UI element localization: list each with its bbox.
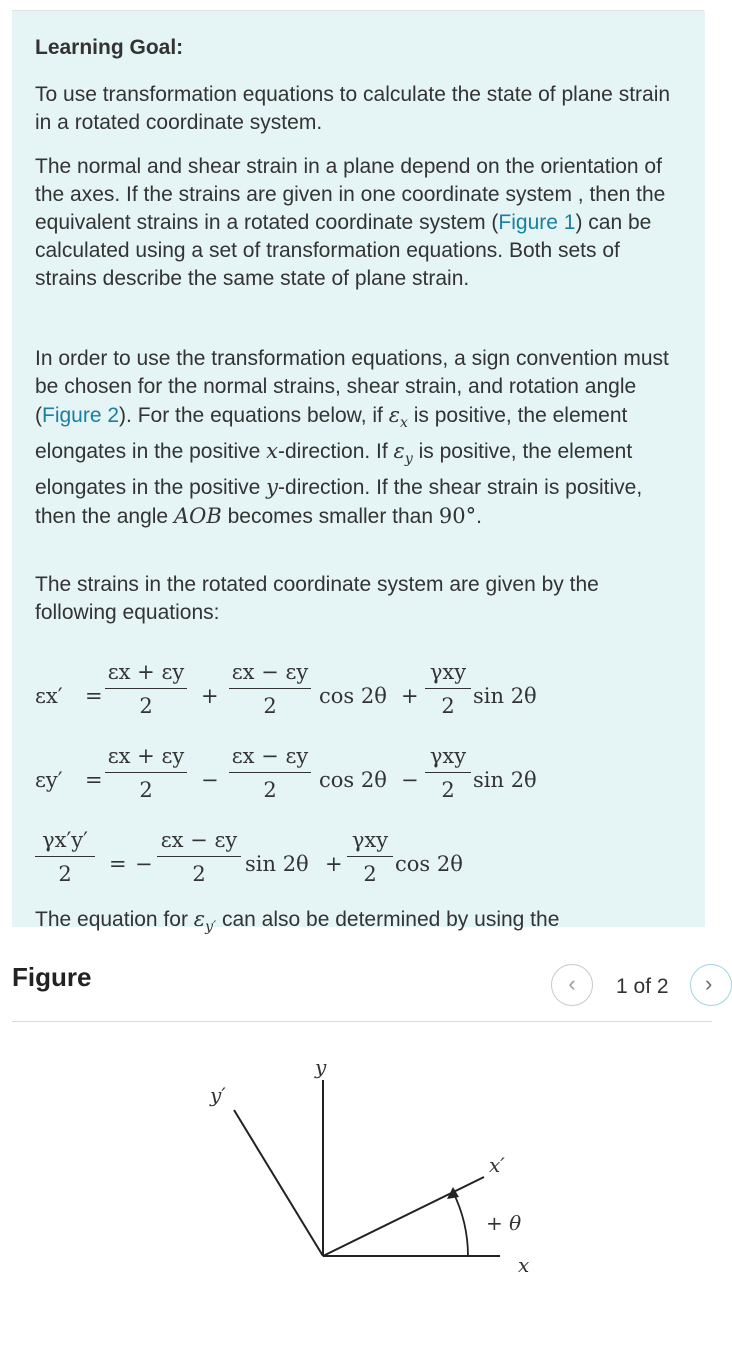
eq1-frac1-bar — [105, 688, 187, 689]
theta-label: + θ — [486, 1211, 522, 1235]
eq2-frac1-bar — [105, 772, 187, 773]
eq3-trig1: sin 2θ — [245, 852, 309, 876]
eq3-frac3 — [347, 827, 393, 887]
chevron-right-icon: › — [705, 971, 713, 996]
theta-arc — [453, 1192, 468, 1256]
epsilon-y-symbol: $\varepsilon_y$ — [393, 439, 413, 468]
truncated-text-a: The equation for — [35, 908, 194, 931]
previous-figure-button[interactable] — [551, 964, 593, 1006]
next-figure-button[interactable] — [690, 964, 732, 1006]
epsilon-x-symbol: $\varepsilon_x$ — [388, 403, 408, 432]
eq2-frac2 — [229, 743, 311, 803]
eq2-frac2-bar — [229, 772, 311, 773]
eq2-frac1 — [105, 743, 187, 803]
eq2-frac2-den: 2 — [263, 778, 277, 802]
eq2-op2: − — [401, 768, 419, 792]
eq3-trig2: cos 2θ — [395, 852, 463, 876]
intro-paragraph: To use transformation equations to calculate the state of plane strain in a rotated coordinate system. — [35, 83, 671, 134]
equation-epsilon-y-prime — [35, 743, 675, 823]
epsilon-y-prime-symbol: $\varepsilon_{y'}$ — [193, 907, 217, 936]
y-variable: y — [266, 475, 279, 500]
x-axis-label: x — [518, 1253, 530, 1277]
strain-orientation-paragraph — [35, 153, 683, 293]
para2-text-a: The normal and shear strain in a plane depend on the orientation of the axes. If the strains are given in one coordinate system , then the equivalent strains in a rotated coordinate system ( — [35, 155, 666, 234]
eq2-frac3-bar — [425, 772, 471, 773]
angle-aob: AOB — [173, 504, 222, 529]
chevron-left-icon: ‹ — [568, 971, 576, 996]
eq2-frac2-num: εx − εy — [231, 744, 309, 768]
eq3-op2: + — [325, 852, 343, 876]
para3-text-e: is positive, the element elongates in the positive — [35, 440, 633, 500]
equations-intro-paragraph: The strains in the rotated coordinate system are given by the following equations: — [35, 573, 599, 624]
eq1-op2: + — [401, 684, 419, 708]
eq2-frac1-num: εx + εy — [107, 744, 185, 768]
eq1-trig2: sin 2θ — [473, 684, 537, 708]
eq3-frac2-bar — [157, 856, 241, 857]
eq3-frac2-num: εx − εy — [160, 828, 238, 852]
equation-gamma-x-prime-y-prime — [35, 827, 675, 907]
eq2-trig1: cos 2θ — [319, 768, 387, 792]
figure-divider — [12, 1021, 712, 1022]
eq2-trig2: sin 2θ — [473, 768, 537, 792]
truncated-paragraph — [35, 905, 683, 941]
y-prime-axis-line — [234, 1110, 323, 1256]
eq3-frac3-bar — [347, 856, 393, 857]
eq3-lhs-num: γx′y′ — [42, 828, 88, 852]
eq3-lhs-den: 2 — [58, 862, 72, 886]
eq3-frac2 — [157, 827, 241, 887]
eq3-frac3-den: 2 — [363, 862, 377, 886]
eq1-frac3-bar — [425, 688, 471, 689]
eq1-frac2-num: εx − εy — [231, 660, 309, 684]
theta-arrowhead-icon — [447, 1187, 459, 1199]
para3-text-f: -direction. If the shear strain is positive, then the angle — [35, 476, 643, 529]
sign-convention-paragraph — [35, 345, 683, 531]
eq2-lhs: εy′ — [35, 768, 63, 792]
eq3-sign: − — [135, 852, 153, 876]
para3-text-d: -direction. If — [278, 440, 394, 464]
eq3-equals: = — [109, 852, 127, 876]
eq2-frac1-den: 2 — [139, 778, 153, 802]
eq3-lhs-frac — [35, 827, 95, 887]
eq2-op1: − — [201, 768, 219, 792]
learning-goal-heading: Learning Goal: — [35, 36, 184, 59]
eq1-frac2-den: 2 — [263, 694, 277, 718]
eq1-frac2-bar — [229, 688, 311, 689]
figure-heading: Figure — [12, 962, 92, 992]
eq1-equals: = — [85, 684, 103, 708]
eq1-frac1 — [105, 659, 187, 719]
para3-text-g: becomes smaller than — [221, 505, 439, 529]
figure-2-link[interactable]: Figure 2 — [42, 404, 120, 427]
eq2-equals: = — [85, 768, 103, 792]
para3-text-b: ). For the equations below, if — [119, 404, 389, 427]
eq1-frac1-den: 2 — [139, 694, 153, 718]
figure-counter: 1 of 2 — [616, 975, 669, 998]
learning-goal-panel — [12, 11, 705, 936]
eq2-frac3-den: 2 — [441, 778, 455, 802]
eq2-frac3 — [425, 743, 471, 803]
eq1-frac3 — [425, 659, 471, 719]
para3-text-h: . — [476, 505, 482, 529]
x-prime-axis-label: x′ — [489, 1153, 505, 1177]
eq2-frac3-num: γxy — [429, 744, 467, 768]
eq1-frac3-den: 2 — [441, 694, 455, 718]
eq1-trig1: cos 2θ — [319, 684, 387, 708]
y-prime-axis-label: y′ — [210, 1083, 226, 1107]
eq1-op1: + — [201, 684, 219, 708]
y-axis-label: y — [315, 1055, 327, 1079]
rotated-axes-diagram — [0, 1030, 712, 1360]
eq1-frac1-num: εx + εy — [107, 660, 185, 684]
angle-90-degrees: 90° — [438, 504, 477, 529]
x-variable: x — [266, 439, 278, 464]
para3-text-a: In order to use the transformation equations, a sign convention must be chosen for the normal strains, shear strain, and rotation angle ( — [35, 347, 669, 427]
eq1-lhs: εx′ — [35, 684, 63, 708]
eq3-frac3-num: γxy — [351, 828, 389, 852]
eq1-frac3-num: γxy — [429, 660, 467, 684]
truncated-text-b: can also be determined by using the — [216, 908, 560, 931]
x-prime-axis-line — [323, 1177, 484, 1256]
figure-1-link[interactable]: Figure 1 — [498, 211, 576, 234]
eq3-lhs-bar — [35, 856, 95, 857]
para2-text-b: ) can be calculated using a set of transformation equations. Both sets of strains describe the same state of plane strain. — [35, 211, 652, 290]
eq1-frac2 — [229, 659, 311, 719]
eq3-frac2-den: 2 — [192, 862, 206, 886]
equation-epsilon-x-prime — [35, 659, 675, 739]
para3-text-c: is positive, the element elongates in the positive — [35, 404, 628, 464]
